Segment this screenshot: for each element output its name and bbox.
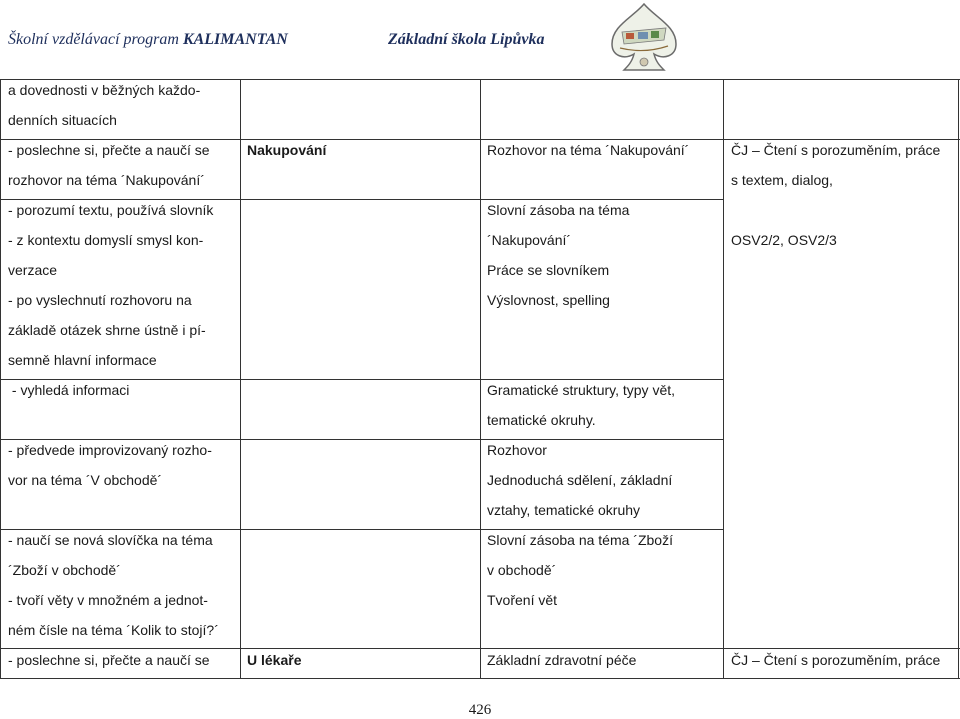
content-text: Rozhovor na téma ´Nakupování´	[487, 142, 690, 158]
cross-curricular-text: ČJ – Čtení s porozuměním, práce	[731, 142, 941, 158]
header-school: Základní škola Lipůvka	[388, 31, 545, 48]
row-divider	[0, 199, 723, 200]
content-text: tematické okruhy.	[487, 412, 596, 428]
column-divider	[723, 79, 724, 679]
outcome-text: - porozumí textu, používá slovník	[8, 202, 214, 218]
outcome-text: rozhovor na téma ´Nakupování´	[8, 172, 205, 188]
school-logo-icon	[604, 0, 684, 74]
outcome-text: - po vyslechnutí rozhovoru na	[8, 292, 192, 308]
row-divider	[0, 379, 723, 380]
content-text: Slovní zásoba na téma	[487, 202, 630, 218]
content-text: Jednoduchá sdělení, základní	[487, 472, 673, 488]
outcome-text: denních situacích	[8, 112, 117, 128]
program-prefix: Školní vzdělávací program	[8, 31, 179, 48]
content-text: v obchodě´	[487, 562, 557, 578]
outcome-text: ´Zboží v obchodě´	[8, 562, 121, 578]
content-text: Rozhovor	[487, 442, 547, 458]
outcome-text: a dovednosti v běžných každo-	[8, 82, 201, 98]
cross-curricular-text: OSV2/2, OSV2/3	[731, 232, 837, 248]
column-divider	[480, 79, 481, 679]
content-text: Gramatické struktury, typy vět,	[487, 382, 676, 398]
content-text: ´Nakupování´	[487, 232, 572, 248]
topic-heading: U lékaře	[247, 652, 302, 668]
table-border-left	[0, 79, 1, 679]
outcome-text: ném čísle na téma ´Kolik to stojí?´	[8, 622, 219, 638]
content-text: vztahy, tematické okruhy	[487, 502, 641, 518]
cross-curricular-text: ČJ – Čtení s porozuměním, práce	[731, 652, 941, 668]
content-text: Výslovnost, spelling	[487, 292, 610, 308]
outcome-text: - vyhledá informaci	[8, 382, 130, 398]
outcome-text: - poslechne si, přečte a naučí se	[8, 652, 210, 668]
page-number: 426	[468, 702, 492, 718]
content-text: Tvoření vět	[487, 592, 558, 608]
outcome-text: - poslechne si, přečte a naučí se	[8, 142, 210, 158]
topic-heading: Nakupování	[247, 142, 327, 158]
outcome-text: - z kontextu domyslí smysl kon-	[8, 232, 204, 248]
outcome-text: semně hlavní informace	[8, 352, 157, 368]
outcome-text: - předvede improvizovaný rozho-	[8, 442, 212, 458]
row-divider	[0, 529, 723, 530]
outcome-text: - naučí se nová slovíčka na téma	[8, 532, 213, 548]
outcome-text: verzace	[8, 262, 58, 278]
cross-curricular-text: s textem, dialog,	[731, 172, 833, 188]
table-border-right	[958, 79, 959, 679]
outcome-text: základě otázek shrne ústně i pí-	[8, 322, 206, 338]
content-text: Práce se slovníkem	[487, 262, 610, 278]
row-divider	[0, 439, 723, 440]
content-text: Slovní zásoba na téma ´Zboží	[487, 532, 673, 548]
program-name: KALIMANTAN	[182, 31, 288, 48]
content-text: Základní zdravotní péče	[487, 652, 637, 668]
header-program	[8, 31, 288, 49]
column-divider	[240, 79, 241, 679]
outcome-text: - tvoří věty v množném a jednot-	[8, 592, 208, 608]
outcome-text: vor na téma ´V obchodě´	[8, 472, 163, 488]
